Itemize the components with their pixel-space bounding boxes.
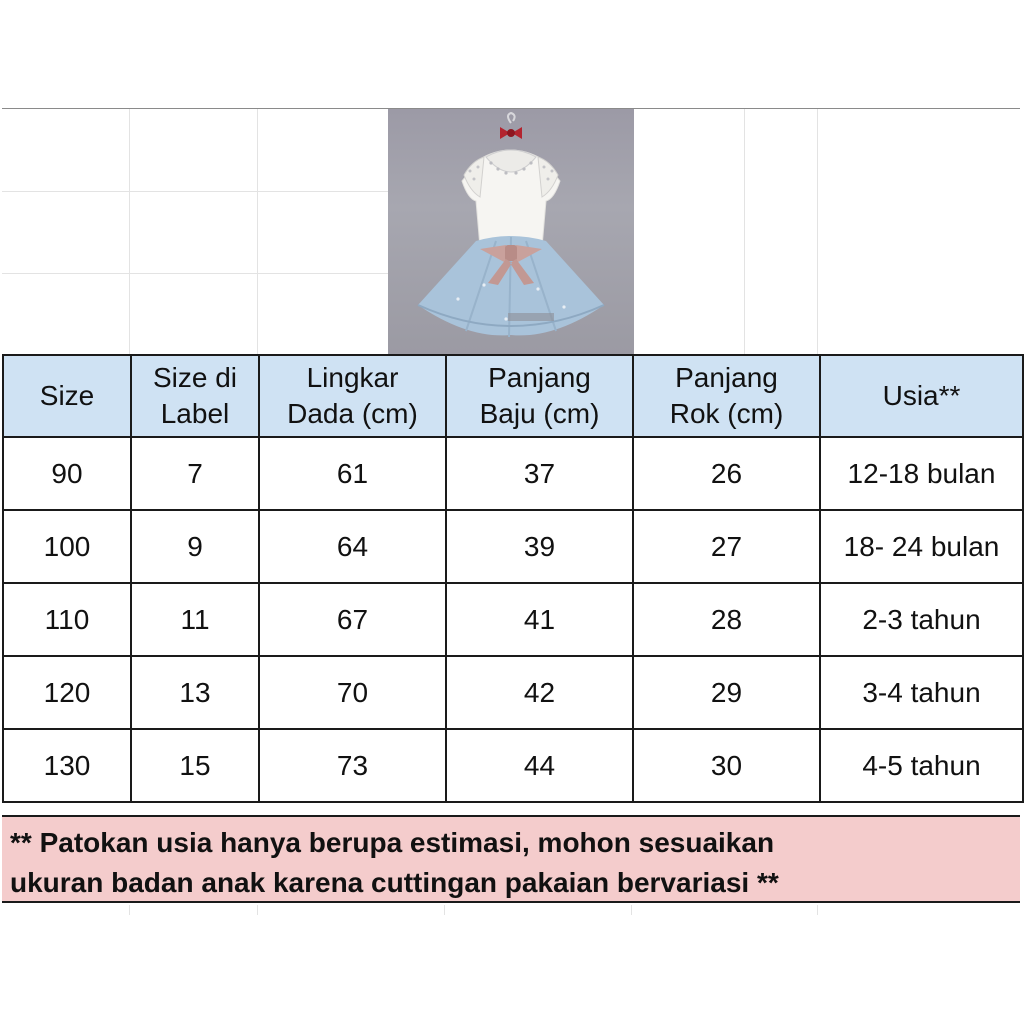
table-cell: 7 <box>131 437 259 510</box>
table-cell: 41 <box>446 583 633 656</box>
table-cell: 120 <box>3 656 131 729</box>
header-size: Size <box>3 355 131 437</box>
table-cell: 73 <box>259 729 446 802</box>
grid-below <box>2 905 1020 915</box>
table-cell: 42 <box>446 656 633 729</box>
size-chart-sheet <box>2 108 1020 908</box>
estimation-note <box>2 815 1020 903</box>
table-cell: 18- 24 bulan <box>820 510 1023 583</box>
header-panjang-rok: Panjang Rok (cm) <box>633 355 820 437</box>
table-header-row <box>3 355 1023 437</box>
table-cell: 29 <box>633 656 820 729</box>
table-cell: 110 <box>3 583 131 656</box>
table-cell: 13 <box>131 656 259 729</box>
table-cell: 61 <box>259 437 446 510</box>
product-photo <box>388 109 634 355</box>
table-cell: 130 <box>3 729 131 802</box>
table-cell: 37 <box>446 437 633 510</box>
table-row <box>3 729 1023 802</box>
girl-outfit-photo <box>388 109 634 355</box>
table-cell: 27 <box>633 510 820 583</box>
image-row <box>2 108 1020 355</box>
note-line-1: ** Patokan usia hanya berupa estimasi, mohon sesuaikan <box>10 827 775 858</box>
table-cell: 3-4 tahun <box>820 656 1023 729</box>
table-cell: 30 <box>633 729 820 802</box>
table-cell: 39 <box>446 510 633 583</box>
table-cell: 67 <box>259 583 446 656</box>
table-row <box>3 437 1023 510</box>
table-cell: 4-5 tahun <box>820 729 1023 802</box>
table-cell: 70 <box>259 656 446 729</box>
table-cell: 28 <box>633 583 820 656</box>
table-cell: 15 <box>131 729 259 802</box>
table-row <box>3 510 1023 583</box>
size-table <box>2 354 1024 803</box>
header-usia: Usia** <box>820 355 1023 437</box>
header-size-di-label: Size di Label <box>131 355 259 437</box>
table-cell: 2-3 tahun <box>820 583 1023 656</box>
note-line-2: ukuran badan anak karena cuttingan pakaian bervariasi ** <box>10 867 779 898</box>
header-lingkar-dada: Lingkar Dada (cm) <box>259 355 446 437</box>
table-cell: 9 <box>131 510 259 583</box>
table-cell: 64 <box>259 510 446 583</box>
table-cell: 44 <box>446 729 633 802</box>
table-cell: 90 <box>3 437 131 510</box>
table-cell: 11 <box>131 583 259 656</box>
table-cell: 100 <box>3 510 131 583</box>
table-cell: 12-18 bulan <box>820 437 1023 510</box>
header-panjang-baju: Panjang Baju (cm) <box>446 355 633 437</box>
table-row <box>3 583 1023 656</box>
table-cell: 26 <box>633 437 820 510</box>
table-row <box>3 656 1023 729</box>
